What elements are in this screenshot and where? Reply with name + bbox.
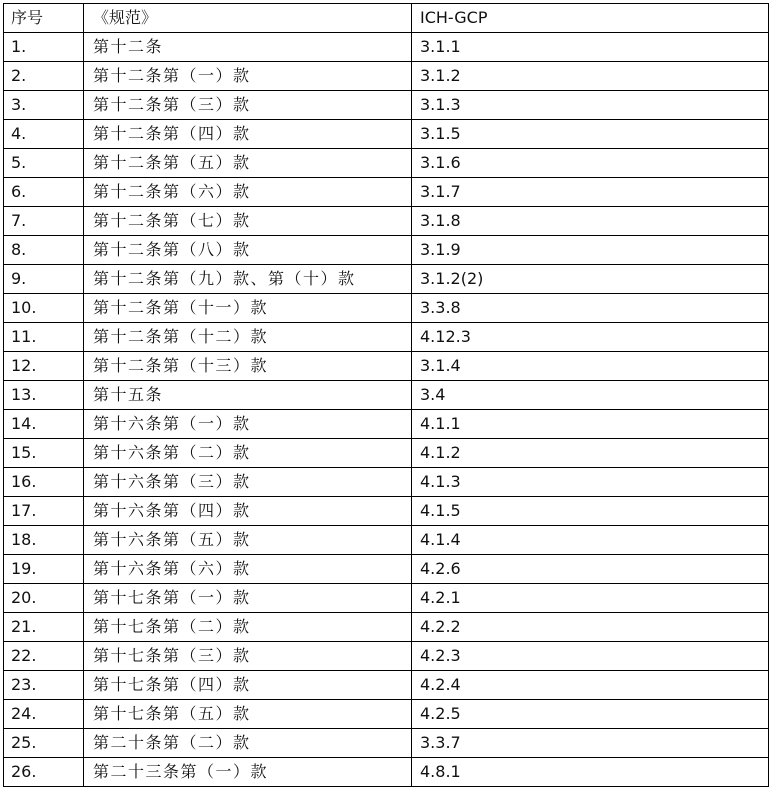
row-index-cell: 1. [4,33,84,62]
row-index-cell: 12. [4,352,84,381]
table-row [4,613,769,642]
regulation-clause-cell: 第十六条第（五）款 [84,526,412,555]
table-row [4,149,769,178]
ich-gcp-section-cell: 4.1.5 [412,497,769,526]
ich-gcp-section-cell: 4.12.3 [412,323,769,352]
row-index-cell: 10. [4,294,84,323]
regulation-clause-cell: 第十二条第（四）款 [84,120,412,149]
row-index-cell: 2. [4,62,84,91]
table-body [4,33,769,787]
row-index-cell: 24. [4,700,84,729]
table-row [4,410,769,439]
ich-gcp-section-cell: 4.2.6 [412,555,769,584]
table-row [4,120,769,149]
ich-gcp-section-cell: 3.3.8 [412,294,769,323]
row-index-cell: 9. [4,265,84,294]
ich-gcp-section-cell: 3.1.2 [412,62,769,91]
row-index-cell: 19. [4,555,84,584]
ich-gcp-section-cell: 4.8.1 [412,758,769,787]
ich-gcp-section-cell: 4.2.2 [412,613,769,642]
regulation-clause-cell: 第十二条第（十一）款 [84,294,412,323]
regulation-clause-cell: 第二十三条第（一）款 [84,758,412,787]
ich-gcp-section-cell: 4.2.3 [412,642,769,671]
ich-gcp-section-cell: 3.3.7 [412,729,769,758]
table-row [4,642,769,671]
ich-gcp-section-cell: 3.1.1 [412,33,769,62]
row-index-cell: 14. [4,410,84,439]
ich-gcp-section-cell: 3.1.4 [412,352,769,381]
row-index-cell: 23. [4,671,84,700]
table-row [4,671,769,700]
table-row [4,497,769,526]
ich-gcp-section-cell: 3.1.3 [412,91,769,120]
row-index-cell: 6. [4,178,84,207]
regulation-clause-cell: 第十六条第（一）款 [84,410,412,439]
regulation-clause-cell: 第十二条第（六）款 [84,178,412,207]
table-row [4,729,769,758]
regulation-clause-cell: 第十二条第（五）款 [84,149,412,178]
row-index-cell: 22. [4,642,84,671]
table-row [4,33,769,62]
ich-gcp-section-cell: 3.1.9 [412,236,769,265]
header-index: 序号 [4,4,84,33]
regulation-clause-cell: 第十二条第（三）款 [84,91,412,120]
ich-gcp-section-cell: 3.4 [412,381,769,410]
table-row [4,207,769,236]
table-row [4,323,769,352]
ich-gcp-section-cell: 4.1.2 [412,439,769,468]
regulation-clause-cell: 第十二条第（一）款 [84,62,412,91]
row-index-cell: 17. [4,497,84,526]
regulation-clause-cell: 第十二条 [84,33,412,62]
regulation-clause-cell: 第十六条第（三）款 [84,468,412,497]
regulation-clause-cell: 第十二条第（八）款 [84,236,412,265]
table-row [4,700,769,729]
row-index-cell: 16. [4,468,84,497]
regulation-clause-cell: 第十七条第（二）款 [84,613,412,642]
regulation-clause-cell: 第十六条第（四）款 [84,497,412,526]
regulation-clause-cell: 第十七条第（三）款 [84,642,412,671]
ich-gcp-section-cell: 4.1.1 [412,410,769,439]
ich-gcp-section-cell: 4.2.5 [412,700,769,729]
regulation-clause-cell: 第十五条 [84,381,412,410]
row-index-cell: 18. [4,526,84,555]
table-row [4,555,769,584]
table-row [4,352,769,381]
row-index-cell: 25. [4,729,84,758]
row-index-cell: 20. [4,584,84,613]
ich-gcp-section-cell: 3.1.2(2) [412,265,769,294]
regulation-clause-cell: 第十七条第（一）款 [84,584,412,613]
row-index-cell: 21. [4,613,84,642]
table-row [4,236,769,265]
row-index-cell: 8. [4,236,84,265]
ich-gcp-section-cell: 4.2.4 [412,671,769,700]
table-row [4,526,769,555]
regulation-clause-cell: 第二十条第（二）款 [84,729,412,758]
row-index-cell: 7. [4,207,84,236]
table-header-row [4,4,769,33]
comparison-table [3,3,769,787]
regulation-clause-cell: 第十二条第（七）款 [84,207,412,236]
ich-gcp-section-cell: 3.1.7 [412,178,769,207]
ich-gcp-section-cell: 4.2.1 [412,584,769,613]
ich-gcp-section-cell: 4.1.3 [412,468,769,497]
regulation-clause-cell: 第十二条第（十二）款 [84,323,412,352]
regulation-clause-cell: 第十二条第（九）款、第（十）款 [84,265,412,294]
ich-gcp-section-cell: 3.1.8 [412,207,769,236]
table-row [4,178,769,207]
table-row [4,439,769,468]
table-row [4,265,769,294]
row-index-cell: 3. [4,91,84,120]
regulation-clause-cell: 第十七条第（五）款 [84,700,412,729]
regulation-clause-cell: 第十二条第（十三）款 [84,352,412,381]
row-index-cell: 15. [4,439,84,468]
row-index-cell: 5. [4,149,84,178]
table-row [4,758,769,787]
table-row [4,294,769,323]
row-index-cell: 13. [4,381,84,410]
row-index-cell: 26. [4,758,84,787]
row-index-cell: 11. [4,323,84,352]
ich-gcp-section-cell: 4.1.4 [412,526,769,555]
regulation-clause-cell: 第十七条第（四）款 [84,671,412,700]
header-regulation: 《规范》 [84,4,412,33]
table-row [4,91,769,120]
header-ich-gcp: ICH-GCP [412,4,769,33]
table-row [4,62,769,91]
table-row [4,468,769,497]
table-row [4,584,769,613]
table-row [4,381,769,410]
regulation-clause-cell: 第十六条第（六）款 [84,555,412,584]
regulation-clause-cell: 第十六条第（二）款 [84,439,412,468]
ich-gcp-section-cell: 3.1.5 [412,120,769,149]
ich-gcp-section-cell: 3.1.6 [412,149,769,178]
row-index-cell: 4. [4,120,84,149]
